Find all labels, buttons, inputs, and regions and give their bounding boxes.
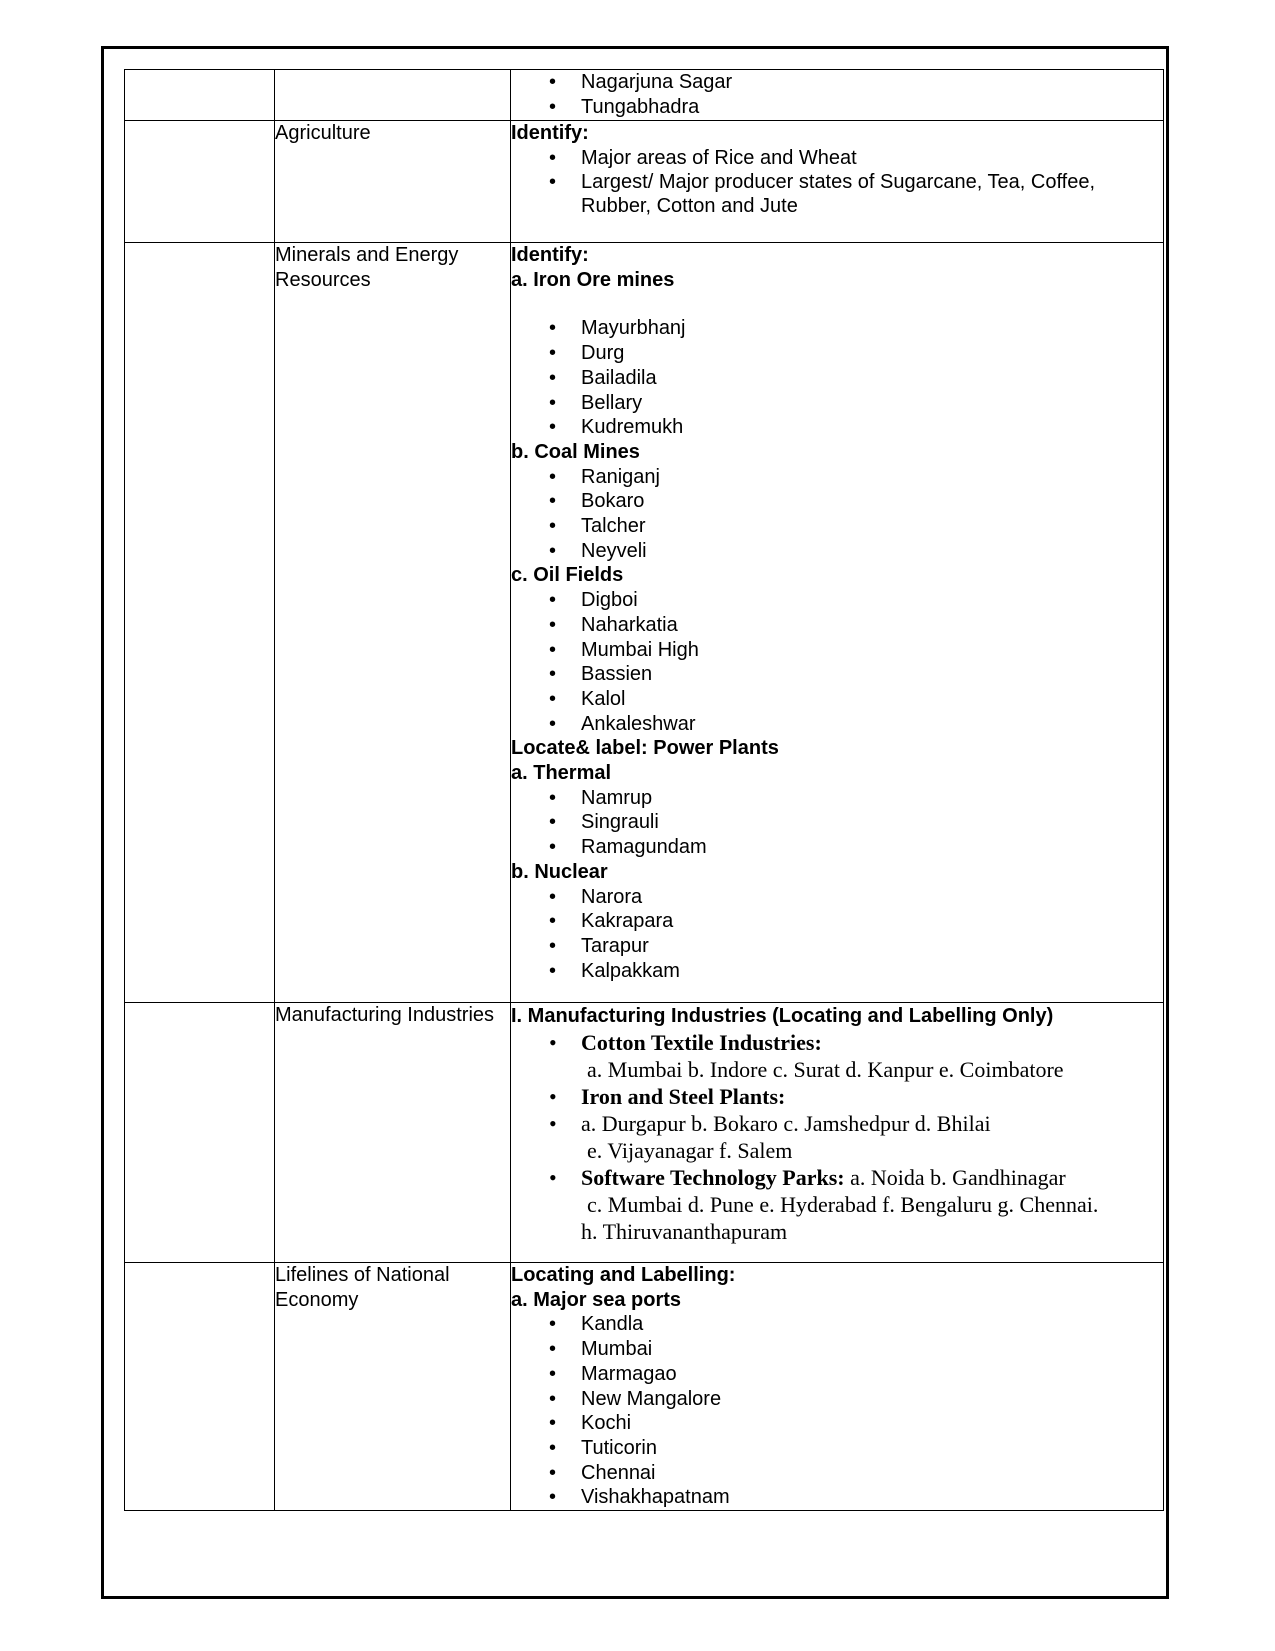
list-item: • Largest/ Major producer states of Sugarcane, Tea, Coffee, Rubber, Cotton and Jute	[511, 170, 1163, 218]
list-item	[511, 1029, 1163, 1083]
software-parks-places: a. Noida b. Gandhinagar	[850, 1165, 1066, 1190]
iron-steel-label: Iron and Steel Plants:	[581, 1084, 786, 1109]
list-item: • Kakrapara	[511, 909, 1163, 934]
thermal-list	[511, 786, 1163, 860]
subheading-coal: b. Coal Mines	[511, 440, 640, 463]
list-item: • Kalol	[511, 687, 1163, 712]
list-item: • New Mangalore	[511, 1387, 1163, 1412]
subheading-nuclear: b. Nuclear	[511, 860, 608, 883]
content-cell	[511, 1003, 1164, 1263]
list-item: • Kudremukh	[511, 415, 1163, 440]
blank-cell	[125, 121, 275, 243]
cotton-places: a. Mumbai b. Indore c. Surat d. Kanpur e. Coimbatore	[587, 1057, 1064, 1082]
list-item	[511, 1110, 1163, 1164]
list-item: • Bassien	[511, 662, 1163, 687]
list-item: • Durg	[511, 341, 1163, 366]
nuclear-list	[511, 885, 1163, 984]
dam-list	[511, 70, 1163, 120]
iron-ore-list	[511, 316, 1163, 440]
list-item: • Talcher	[511, 514, 1163, 539]
software-parks-label: Software Technology Parks:	[581, 1165, 845, 1190]
list-item: • Raniganj	[511, 465, 1163, 490]
list-item: • Singrauli	[511, 810, 1163, 835]
list-item: • Nagarjuna Sagar	[511, 70, 1163, 95]
list-item: • Ramagundam	[511, 835, 1163, 860]
topic-cell: Agriculture	[275, 121, 511, 243]
blank-cell	[125, 243, 275, 1003]
subheading-thermal: a. Thermal	[511, 762, 612, 785]
table-row	[125, 243, 1164, 1003]
list-item: • Kalpakkam	[511, 959, 1163, 984]
blank-cell	[125, 1263, 275, 1511]
content-cell	[511, 70, 1164, 121]
subheading-iron-ore: a. Iron Ore mines	[511, 268, 675, 291]
spacer	[511, 292, 1163, 316]
list-item: • Bokaro	[511, 489, 1163, 514]
list-item	[511, 1083, 1163, 1110]
industries-list	[511, 1029, 1163, 1245]
content-cell	[511, 243, 1164, 1003]
list-item: • Namrup	[511, 786, 1163, 811]
list-item	[511, 1164, 1163, 1245]
syllabus-table	[124, 69, 1164, 1511]
subheading-power-plants: Locate& label: Power Plants	[511, 737, 779, 760]
list-item: • Mayurbhanj	[511, 316, 1163, 341]
section-heading: Identify:	[511, 122, 589, 144]
topic-cell	[275, 70, 511, 121]
section-heading: Locating and Labelling:	[511, 1264, 736, 1286]
list-item: • Digboi	[511, 588, 1163, 613]
subheading-oil: c. Oil Fields	[511, 564, 624, 587]
software-parks-places-last: h. Thiruvananthapuram	[581, 1219, 788, 1244]
list-item: • Chennai	[511, 1461, 1163, 1486]
table-row	[125, 121, 1164, 243]
content-cell	[511, 1263, 1164, 1511]
list-item: • Neyveli	[511, 539, 1163, 564]
table-row	[125, 1263, 1164, 1511]
list-item: • Bellary	[511, 391, 1163, 416]
list-item: • Narora	[511, 885, 1163, 910]
list-item: • Kochi	[511, 1411, 1163, 1436]
sea-ports-list	[511, 1312, 1163, 1510]
list-item: • Tuticorin	[511, 1436, 1163, 1461]
section-heading: I. Manufacturing Industries (Locating and Labelling Only)	[511, 1005, 1054, 1027]
list-item: • Vishakhapatnam	[511, 1485, 1163, 1510]
blank-cell	[125, 70, 275, 121]
iron-steel-places: a. Durgapur b. Bokaro c. Jamshedpur d. Bhilai	[581, 1111, 991, 1136]
software-parks-places-cont: c. Mumbai d. Pune e. Hyderabad f. Bengaluru g. Chennai.	[587, 1192, 1099, 1217]
list-item: • Mumbai High	[511, 638, 1163, 663]
table-row	[125, 1003, 1164, 1263]
topic-cell: Manufacturing Industries	[275, 1003, 511, 1263]
agriculture-list	[511, 146, 1163, 218]
list-item: • Marmagao	[511, 1362, 1163, 1387]
list-item: • Naharkatia	[511, 613, 1163, 638]
cotton-label: Cotton Textile Industries:	[581, 1030, 822, 1055]
topic-cell: Minerals and Energy Resources	[275, 243, 511, 1003]
blank-cell	[125, 1003, 275, 1263]
list-item: • Tungabhadra	[511, 95, 1163, 120]
section-heading: Identify:	[511, 244, 589, 266]
coal-list	[511, 465, 1163, 564]
list-item: • Tarapur	[511, 934, 1163, 959]
list-item: • Kandla	[511, 1312, 1163, 1337]
list-item: • Mumbai	[511, 1337, 1163, 1362]
table-row	[125, 70, 1164, 121]
list-item: • Major areas of Rice and Wheat	[511, 146, 1163, 170]
iron-steel-places-cont: e. Vijayanagar f. Salem	[587, 1138, 793, 1163]
list-item: • Bailadila	[511, 366, 1163, 391]
oil-list	[511, 588, 1163, 736]
content-cell	[511, 121, 1164, 243]
topic-cell: Lifelines of National Economy	[275, 1263, 511, 1511]
list-item: • Ankaleshwar	[511, 712, 1163, 737]
subheading-sea-ports: a. Major sea ports	[511, 1288, 682, 1311]
